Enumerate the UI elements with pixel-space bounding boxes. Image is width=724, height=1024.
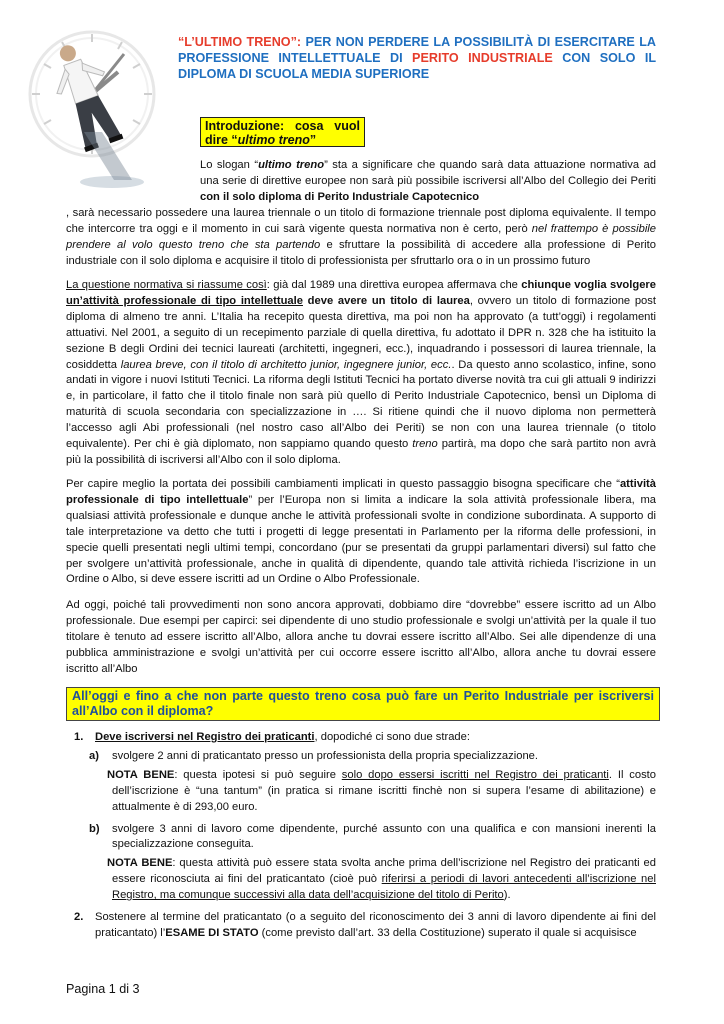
subitem-text: svolgere 2 anni di praticantato presso un professionista della propria specializzazione. — [112, 749, 538, 762]
intro-word: cosa — [294, 119, 324, 133]
para2-bold: chiunque voglia svolgere — [521, 279, 656, 291]
para2-text: : già dal 1989 una direttiva europea affermava che — [266, 279, 522, 291]
nota-bene-text: . Il costo dell’iscrizione è “una tantum” (in pratica si rimane iscritti finchè non si supera l’esame di abilitazione) e attualmente è di 293,00 euro. — [112, 768, 656, 813]
list-subitem-a — [66, 749, 656, 765]
intro-paragraph-rest — [66, 206, 656, 270]
para4-text: Ad oggi, poiché tali provvedimenti non sono ancora approvati, dobbiamo dire “dovrebbe” essere iscritto ad un Albo professionale. Due esempi per capirci: sei dipendente di uno studio professionale e svolgi un’attività per la quale il tuo titolare è tenuto ad essere iscritto all’Albo, allora anche tu dovrai essere iscritto all’Albo. Sei alle dipendenze di una pubblica amministrazione e svolgi un’attività per cui occorre essere iscritto all’Albo, allora anche tu dovrai essere iscritto all’Albo — [66, 599, 656, 675]
list-number: 2. — [74, 911, 84, 924]
list-item-text: Sostenere al termine del praticantato (o a seguito del riconoscimento dei 3 anni di lavoro dipendente ai fini del praticantato) l’ — [95, 911, 656, 939]
para1-italic: ultimo treno — [258, 159, 325, 171]
list-item-bold: ESAME DI STATO — [165, 926, 259, 939]
normative-paragraph — [66, 278, 656, 469]
examples-paragraph — [66, 598, 656, 678]
nota-bene-label: NOTA BENE — [107, 857, 173, 870]
nota-bene-text: : questa ipotesi si può seguire — [174, 768, 342, 781]
para2-bold: deve avere un titolo di laurea — [302, 294, 470, 307]
intro-word: Introduzione: — [205, 119, 285, 133]
list-item-text: , dopodiché ci sono due strade: — [314, 731, 470, 743]
steps-list — [66, 730, 656, 942]
para1-text: ” sta a significare che quando sarà data attuazione normativa ad una serie di direttive europee non sarà più possibile iscriversi all’Albo del Collegio dei Periti — [200, 159, 657, 187]
title-part2: CON SOLO IL DIPLOMA DI SCUOLA MEDIA SUPERIORE — [178, 51, 657, 81]
nota-bene-label: NOTA BENE — [107, 768, 175, 781]
para1-text: , sarà necessario possedere una laurea triennale o un titolo di formazione triennale post diploma equivalente. Il tempo che intercorre tra oggi e il momento in cui sarà vigente questa normativa non è certo, però — [66, 207, 656, 235]
nota-bene-underline: solo dopo essersi iscritti nel Registro dei praticanti — [341, 768, 609, 781]
list-subitem-b — [66, 822, 656, 854]
subitem-text: svolgere 3 anni di lavoro come dipendente, purché assunto con una qualifica e con mansioni inerenti la specializzazione conseguita. — [112, 822, 656, 851]
para1-text: Lo slogan “ — [200, 159, 259, 171]
para3-text: Per capire meglio la portata dei possibili cambiamenti implicati in questo passaggio bisogna specificare che “ — [66, 478, 620, 490]
question-callout: All’oggi e fino a che non parte questo treno cosa può fare un Perito Industriale per iscriversi all’Albo con il diploma? — [66, 687, 660, 721]
intro-paragraph-first — [200, 158, 656, 206]
intro-word: vuol — [334, 119, 360, 133]
nota-bene-text: : questa attività può essere stata svolta anche prima dell’iscrizione nel Registro dei praticanti ed essere riconosciuta ai fini del praticantato (cioè può — [112, 857, 656, 886]
nota-bene-1 — [66, 768, 656, 816]
para2-bold-underline: un’attività professionale di tipo intellettuale — [66, 294, 303, 307]
intro-line2-italic: ultimo treno — [237, 133, 310, 147]
para1-bold: con il solo diploma di Perito Industriale Capotecnico — [200, 190, 480, 203]
interpretation-paragraph — [66, 477, 656, 588]
nota-bene-underline: riferirsi a periodi di lavori antecedenti all’iscrizione nel Registro, ma comunque successivi alla data dell’acquisizione del titolo di Perito — [112, 873, 656, 902]
para2-italic: treno — [412, 438, 438, 451]
para3-text: ” per l’Europa non si limita a indicare la sola attività professionale libera, ma qualsiasi attività professionale e dunque anche le attività professionali svolte in condizione subordinata. A supporto di tale interpretazione va detto che tutti i progetti di legge presentati in Parlamento per la riforma delle professioni, in specie quelli presentati negli ultimi tempi, concordano (pur se presentati da gruppi parlamentari diversi) sul fatto che per svolgere un’attività professionale, anche in qualità di dipendente, quando tale attività richieda l’iscrizione in un Ordine o Albo, si deve essere iscritti ad un Ordine o Albo Professionale. — [66, 493, 656, 586]
title-highlight: PERITO INDUSTRIALE — [412, 51, 553, 65]
title-quote: “L’ULTIMO TRENO”: — [178, 35, 302, 49]
nota-bene-text: ). — [503, 889, 511, 902]
subitem-marker: a) — [89, 749, 99, 762]
page-footer: Pagina 1 di 3 — [66, 982, 140, 996]
intro-line2: dire “ — [205, 133, 238, 147]
list-item — [66, 910, 656, 942]
subitem-marker: b) — [89, 822, 100, 835]
title-part1: PER NON PERDERE LA POSSIBILITÀ DI ESERCITARE LA PROFESSIONE INTELLETTUALE DI — [178, 35, 656, 65]
para2-underline: La questione normativa si riassume così — [66, 279, 267, 291]
list-number: 1. — [74, 731, 84, 743]
para3-bold: attività professionale di tipo intellettuale — [66, 478, 656, 506]
para1-italic: nel frattempo è possibile prendere al volo questo treno che sta partendo — [66, 222, 657, 251]
list-item-text: (come previsto dall’art. 33 della Costituzione) superato il quale si acquisisce — [258, 926, 637, 939]
intro-heading-box — [200, 117, 365, 147]
para1-text: e sfruttare la possibilità di accedere alla professione di Perito industriale con il solo diploma e acquisire il titolo di professionista per sfruttarlo ora o in un prossimo futuro — [66, 238, 656, 267]
para2-text: . Da questo anno scolastico, infine, sono andati in vigore i nuovi Istituti Tecnici. La riforma degli Istituti Tecnici ha portato diverse novità tra cui gli attuali 9 indirizzi e, in particolare, il fatto che il titolo finale non sarà più quello di Perito Industriale Capotecnico, bensì un Diploma di maturità di scuola secondaria con specializzazione in …. Si ritiene quindi che il nuovo diploma non permetterà l’accesso agli Abi professionali (nel nostro caso all’Albo dei Periti) se non con una laurea triennale (o titolo equivalente). Per chi è già diplomato, non sappiamo quando questo — [66, 358, 656, 451]
nota-bene-2 — [66, 856, 656, 904]
list-item-bold: Deve iscriversi nel Registro dei praticanti — [95, 731, 315, 743]
intro-line2-end: ” — [309, 133, 317, 147]
para2-text: , ovvero un titolo di formazione post diploma di almeno tre anni. L’Italia ha recepito questa direttiva, ma poi non ha approvato (a tutt’oggi) i regolamenti attuativi. Nel 2001, a seguito di un recepimento parziale di quella direttiva, fu adottato il DPR n. 328 che ha istituito la sezione B degli Ordini dei tecnici laureati (architetti, ingegneri, ecc.), inquadrando i possessori di laurea triennale, la cosiddetta — [66, 294, 656, 371]
document-title — [178, 34, 656, 82]
para2-italic: laurea breve, con il titolo di architetto junior, ingegnere junior, ecc. — [120, 358, 452, 371]
list-item — [66, 730, 656, 746]
para2-text: partirà, ma dopo che sarà partito non avrà più la possibilità di iscriversi all’Albo con il solo diploma. — [66, 438, 657, 466]
clock-runner-illustration — [22, 12, 182, 197]
